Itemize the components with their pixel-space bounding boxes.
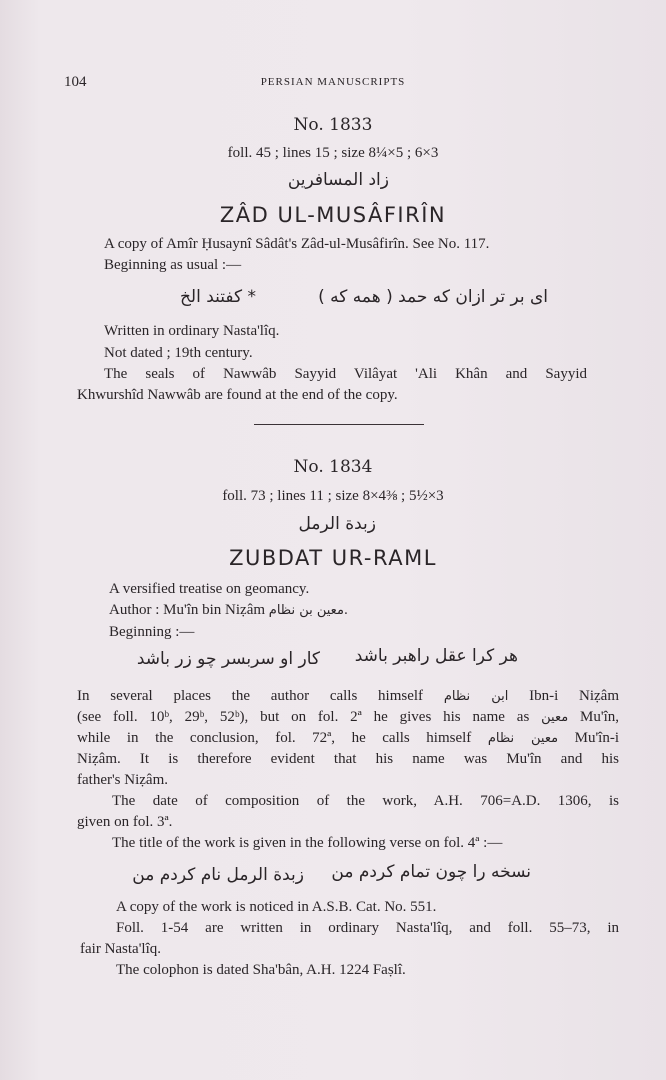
paragraph-line: Foll. 1-54 are written in ordinary Nasta'lîq, and foll. 55–73, in <box>116 920 619 936</box>
paragraph-line: The colophon is dated Sha'bân, A.H. 1224 Faṣlî. <box>116 962 406 978</box>
section-divider <box>254 424 424 425</box>
description-line: The seals of Nawwâb Sayyid Vilâyat 'Ali Khân and Sayyid <box>104 366 587 382</box>
entry-title: ZÂD UL-MUSÂFIRÎN <box>219 203 447 227</box>
incipit-verse: * کفتند الخ <box>179 287 256 307</box>
paragraph-line: The date of composition of the work, A.H. 706=A.D. 1306, is <box>112 793 619 809</box>
incipit-verse: هر کرا عقل راهبر باشد <box>354 646 518 666</box>
entry-title: ZUBDAT UR-RAML <box>229 546 437 570</box>
paragraph-line: In several places the author calls himself ابن نظام Ibn-i Niẓâm <box>77 688 620 704</box>
description-line: Khwurshîd Nawwâb are found at the end of the copy. <box>77 387 398 403</box>
description-line <box>109 601 348 620</box>
description-line: A copy of Amîr Ḥusaynî Sâdât's Zâd-ul-Musâfirîn. See No. 117. <box>104 236 490 252</box>
paragraph-line: A copy of the work is noticed in A.S.B. Cat. No. 551. <box>116 899 437 915</box>
paragraph-line: The title of the work is given in the following verse on fol. 4ª :— <box>112 835 503 851</box>
title-verse: نسخه را چون تمام کردم من <box>331 862 531 882</box>
paragraph-line: father's Niẓâm. <box>77 772 168 788</box>
entry-number: No. 1833 <box>293 115 373 135</box>
author-name: Author : Mu'în bin Niẓâm <box>109 602 266 618</box>
description-line: Beginning :— <box>109 624 195 640</box>
running-head <box>0 74 666 92</box>
paragraph-line: fair Nasta'lîq. <box>80 941 162 957</box>
entry-meta: foll. 45 ; lines 15 ; size 8¼×5 ; 6×3 <box>227 145 439 161</box>
author-name-arabic: معین بن نظام. <box>268 603 349 618</box>
paragraph-line: given on fol. 3ª. <box>77 814 173 830</box>
incipit-verse: ای بر تر ازان که حمد ( همه که ) <box>318 287 548 307</box>
paragraph-line: (see foll. 10ᵇ, 29ᵇ, 52ᵇ), but on fol. 2ª he gives his name as معین Mu'în, <box>77 709 620 725</box>
arabic-title: زبدة الرمل <box>298 514 376 534</box>
description-line: Not dated ; 19th century. <box>104 345 253 361</box>
title-verse: زبدة الرمل نام کردم من <box>132 865 304 885</box>
running-title: PERSIAN MANUSCRIPTS <box>260 76 406 88</box>
paragraph-line: while in the conclusion, fol. 72ª, he calls himself معین نظام Mu'în-i <box>77 730 620 746</box>
description-line: Written in ordinary Nasta'lîq. <box>104 323 280 339</box>
incipit-verse: کار او سربسر چو زر باشد <box>136 649 320 669</box>
description-line: A versified treatise on geomancy. <box>109 581 310 597</box>
paragraph-line: Niẓâm. It is therefore evident that his name was Mu'în and his <box>77 751 619 767</box>
entry-number: No. 1834 <box>293 457 373 477</box>
page-number: 104 <box>64 74 87 90</box>
description-line: Beginning as usual :— <box>104 257 242 273</box>
entry-meta: foll. 73 ; lines 11 ; size 8×4⅜ ; 5½×3 <box>222 488 444 504</box>
arabic-title: زاد المسافرین <box>287 170 389 190</box>
